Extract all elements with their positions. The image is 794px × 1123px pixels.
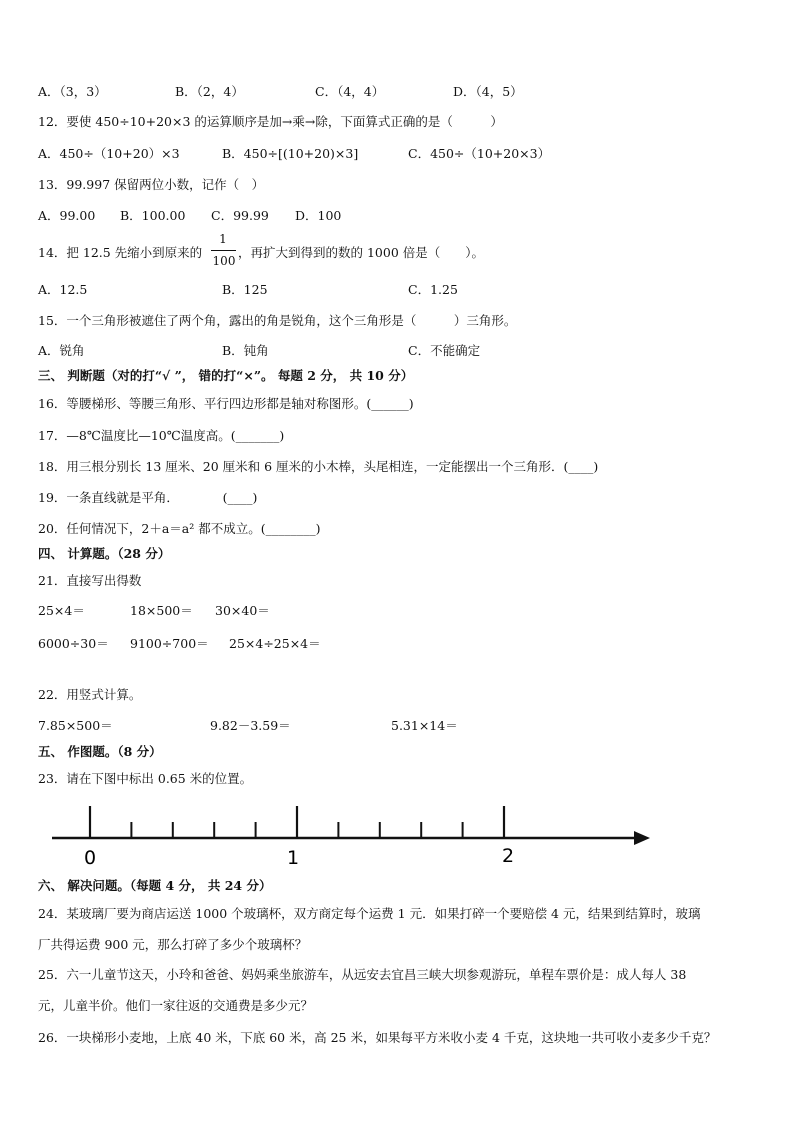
q18-text-0: 18．用三根分别长 13 厘米、20 厘米和 6 厘米的小木棒，头尾相连，一定能摆出一个三角形．(____) <box>38 459 599 474</box>
section-6-text-0: 六、 解决问题。（每题 4 分， 共 24 分） <box>38 878 272 893</box>
q17-text-0: 17．—8℃温度比—10℃温度高。(_______) <box>38 428 285 443</box>
q21-row1-text-2: 30×40＝ <box>215 603 270 618</box>
q21-row1-text-0: 25×4＝ <box>38 603 85 618</box>
q19-text-0: 19．一条直线就是平角． (____) <box>38 490 258 505</box>
label-0: 0 <box>83 847 97 869</box>
arrow-head-icon <box>634 831 650 845</box>
q15-options-text-1: B．钝角 <box>222 343 269 358</box>
q22-row-text-1: 9.82－3.59＝ <box>210 718 291 733</box>
q14-options-text-2: C．1.25 <box>408 282 458 297</box>
q12-options-text-2: C．450÷（10+20×3） <box>408 146 551 161</box>
label-2: 2 <box>501 845 515 867</box>
fraction-bar <box>211 250 236 251</box>
q15-stem-text-0: 15．一个三角形被遮住了两个角，露出的角是锐角，这个三角形是（ ）三角形。 <box>38 313 517 328</box>
q24-l1-text-0: 24．某玻璃厂要为商店运送 1000 个玻璃杯，双方商定每个运费 1 元．如果打碎一个要赔偿 4 元，结果到结算时，玻璃 <box>38 906 701 921</box>
q21-row1-text-1: 18×500＝ <box>130 603 193 618</box>
q13-options-text-0: A．99.00 <box>38 208 96 223</box>
q11-options-text-1: B．（2，4） <box>175 84 244 99</box>
q14-prefix: 14．把 12.5 先缩小到原来的 <box>38 245 203 260</box>
q12-options-text-1: B．450÷[(10+20)×3] <box>222 146 359 161</box>
q14-suffix: ，再扩大到得到的数的 1000 倍是（ ）。 <box>238 245 485 260</box>
q13-options-text-2: C．99.99 <box>211 208 269 223</box>
q21-row2-text-0: 6000÷30＝ <box>38 636 109 651</box>
q21-row2-text-1: 9100÷700＝ <box>130 636 209 651</box>
q22-row-text-2: 5.31×14＝ <box>391 718 458 733</box>
q14-denominator: 100 <box>212 254 236 268</box>
section-3-text-0: 三、 判断题（对的打“√ ”， 错的打“×”。 每题 2 分， 共 10 分） <box>38 368 414 383</box>
q22-text-0: 22．用竖式计算。 <box>38 687 142 702</box>
q21-text-0: 21．直接写出得数 <box>38 573 142 588</box>
q12-stem-text-0: 12．要使 450÷10+20×3 的运算顺序是加→乘→除，下面算式正确的是（ ） <box>38 114 503 129</box>
q25-l2-text-0: 元，儿童半价。他们一家往返的交通费是多少元？ <box>38 998 314 1013</box>
q26-text-0: 26．一块梯形小麦地，上底 40 米，下底 60 米，高 25 米，如果每平方米收小麦 4 千克，这块地一共可收小麦多少千克？ <box>38 1030 717 1045</box>
q11-options-text-3: D．（4，5） <box>453 84 523 99</box>
q22-row-text-0: 7.85×500＝ <box>38 718 113 733</box>
q13-options-text-1: B．100.00 <box>120 208 186 223</box>
section-5-text-0: 五、 作图题。（8 分） <box>38 744 162 759</box>
label-1: 1 <box>286 847 300 869</box>
q11-options-text-0: A．（3，3） <box>38 84 107 99</box>
q15-options-text-2: C．不能确定 <box>408 343 481 358</box>
q12-options-text-0: A．450÷（10+20）×3 <box>38 146 180 161</box>
q14-options-text-0: A．12.5 <box>38 282 88 297</box>
q11-options-text-2: C．（4，4） <box>315 84 385 99</box>
q20-text-0: 20．任何情况下，2＋a＝a² 都不成立。(________) <box>38 521 321 536</box>
q15-options-text-0: A．锐角 <box>38 343 85 358</box>
q21-row2-text-2: 25×4÷25×4＝ <box>229 636 321 651</box>
q14-options-text-1: B．125 <box>222 282 268 297</box>
section-4-text-0: 四、 计算题。（28 分） <box>38 546 171 561</box>
number-line-ticks <box>90 806 504 838</box>
q13-options-text-3: D．100 <box>295 208 342 223</box>
q24-l2-text-0: 厂共得运费 900 元，那么打碎了多少个玻璃杯？ <box>38 937 308 952</box>
q13-stem-text-0: 13．99.997 保留两位小数，记作（ ） <box>38 177 265 192</box>
q23-text-0: 23．请在下图中标出 0.65 米的位置。 <box>38 771 253 786</box>
number-line <box>50 798 660 870</box>
q16-text-0: 16．等腰梯形、等腰三角形、平行四边形都是轴对称图形。(______) <box>38 396 414 411</box>
q25-l1-text-0: 25．六一儿童节这天，小玲和爸爸、妈妈乘坐旅游车，从远安去宜昌三峡大坝参观游玩，单程车票价是：成人每人 38 <box>38 967 687 982</box>
q14-numerator: 1 <box>219 232 227 246</box>
